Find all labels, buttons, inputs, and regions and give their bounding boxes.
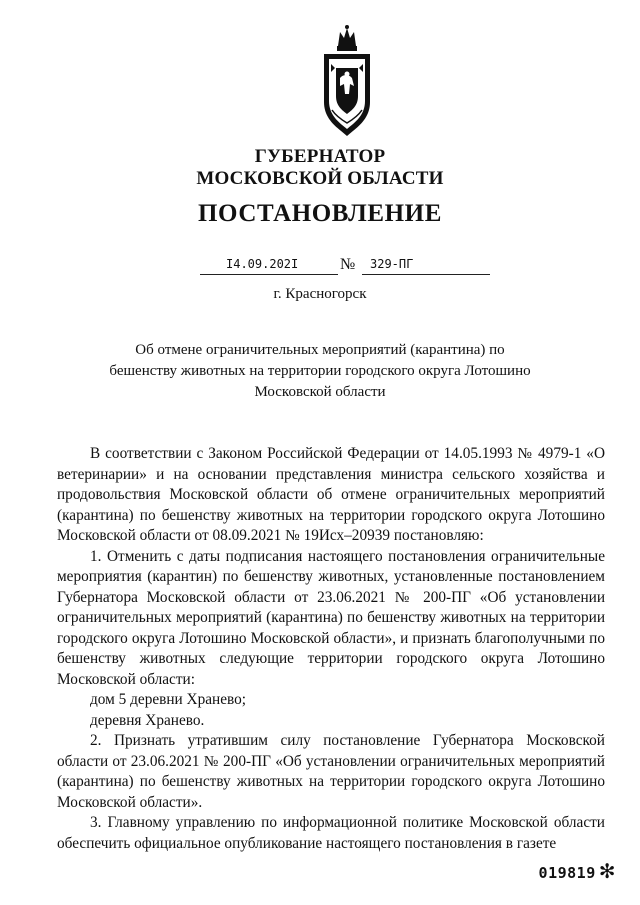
asterisk-icon: ✻ (598, 859, 616, 883)
issue-city: г. Красногорск (273, 286, 367, 302)
document-body (57, 444, 605, 854)
body-paragraph: В соответствии с Законом Российской Федерации от 14.05.1993 № 4979-1 «О ветеринарии» и на основании представления министра сельского хозяйства и продовольствия Московской области об отмене ограничительных мероприятий (карантина) по бешенству животных на территории городского округа Лотошино Московской области от 08.09.2021 № 19Исх–20939 постановляю: (57, 445, 605, 544)
body-list-item: дом 5 деревни Хранево; (90, 691, 247, 708)
serial-stamp (539, 859, 616, 883)
coat-of-arms-icon (316, 24, 378, 140)
document-number: 329-ПГ (370, 257, 414, 271)
document-subject: Об отмене ограничительных мероприятий (карантина) по бешенству животных на территории городского округа Лотошино Московской области (109, 342, 531, 400)
document-date: I4.09.202I (226, 257, 299, 271)
serial-number: 019819 (538, 864, 596, 882)
date-underline (200, 274, 338, 275)
body-paragraph: 2. Признать утратившим силу постановление Губернатора Московской области от 23.06.2021 № 200-ПГ «Об установлении ограничительных мероприятий (карантина) по бешенству животных на территории городского округа Лотошино Московской области». (57, 732, 605, 811)
body-paragraph: 1. Отменить с даты подписания настоящего постановления ограничительные мероприятия (карантин) по бешенству животных, установленные постановлением Губернатора Московской области от 23.06.2021 № 200-ПГ «Об установлении ограничительных мероприятий (карантина) по бешенству животных на территории городского округа Лотошино Московской области», и признать благополучными по бешенству животных следующие территории городского округа Лотошино Московской области: (57, 547, 605, 688)
body-list-item: деревня Хранево. (90, 711, 205, 729)
document-type-heading: ПОСТАНОВЛЕНИЕ (197, 200, 443, 227)
issuer-title-line-2: МОСКОВСКОЙ ОБЛАСТИ (196, 168, 444, 189)
issuer-title-line-1: ГУБЕРНАТОР (254, 146, 386, 167)
date-number-line (200, 256, 490, 280)
body-paragraph: 3. Главному управлению по информационной политике Московской области обеспечить официальное опубликование настоящего постановления в газете (57, 814, 605, 852)
number-sign: № (340, 256, 356, 273)
number-underline (362, 274, 490, 275)
